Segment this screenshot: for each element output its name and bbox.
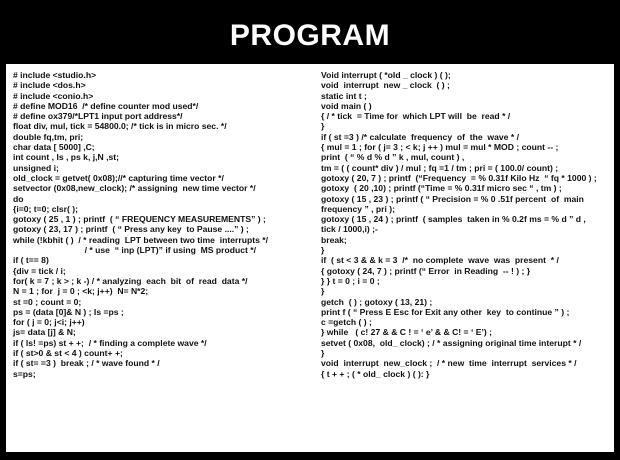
code-line: gotoxy ( 20 ,10) ; printf (“Time = % 0.31f micro sec “ , tm ) ; [321,183,562,194]
code-line: { mul = 1 ; for ( j= 3 ; < k; j ++ ) mul = mul * MOD ; count -- ; [321,142,559,153]
code-line: { gotoxy ( 24, 7 ) ; printf (“ Error in Reading -- ! ) ; } [321,265,531,276]
code-line: int count , Is , ps k, j,N ,st; [13,152,119,163]
code-line: {i=0; t=0; clsr( ); [13,203,78,214]
code-line: if ( st =3 ) /* calculate frequency of the wave * / [321,131,519,142]
slide-title: PROGRAM [229,19,391,52]
code-line: gotoxy ( 15 , 23 ) ; printf ( “ Precision = % 0 .51f percent of main [321,193,584,204]
code-line: } } t = 0 ; i = 0 ; [321,275,380,286]
code-line: for ( j = 0; j<i; j++) [13,317,85,328]
code-line: { t + + ; ( * old_ clock ) ( ): } [321,368,430,379]
code-line: s=ps; [13,368,36,379]
code-line: gotoxy ( 20, 7 ) ; printf (“Frequency = % 0.31f Kilo Hz “ fq * 1000 ) ; [321,172,597,183]
code-line: for( k = 7 ; k > ; k -) / * analyzing each bit of read data */ [13,275,248,286]
code-line: void interrupt new _ clock ( ) ; [321,80,450,91]
code-line: Void interrupt ( *old _ clock ) ( ); [321,70,451,80]
code-line: if ( ls! =ps) st + +; / * finding a complete wave */ [13,337,207,348]
code-line: / * use “ inp (LPT)” if using MS product */ [13,245,257,256]
code-line: gotoxy ( 15 , 24 ) ; printf ( samples taken in % 0.2f ms = % d ” d , [321,214,586,225]
code-line: do [13,193,24,204]
code-line: while (!kbhit ( ) / * reading LPT between two time interrupts */ [13,234,268,245]
code-line: gotoxy ( 25 , 1 ) ; printf ( “ FREQUENCY MEASUREMENTS” ) ; [13,214,266,225]
code-line: } [321,348,325,359]
code-line: float div, mul, tick = 54800.0; /* tick is in micro sec. */ [13,121,227,132]
code-line: unsigned i; [13,162,59,173]
code-panel [6,64,614,452]
code-line: # define ox379/*LPT1 input port address*/ [13,111,183,122]
code-line: # include <dos.h> [13,80,86,91]
code-line: print f ( “ Press E Esc for Exit any other key to continue ” ) ; [321,306,570,317]
code-line: } [321,286,325,297]
code-line: old_clock = getvet( 0x08);//* capturing time vector */ [13,172,224,183]
code-line: st =0 ; count = 0; [13,296,82,307]
code-line: # include <conio.h> [13,90,94,101]
code-line: ps = (data [0]& N ) ; Is =ps ; [13,306,124,317]
code-line: } [321,245,325,256]
code-line: char data [ 5000] ,C; [13,142,95,153]
code-line: # define MOD16 /* define counter mod used*/ [13,100,199,111]
code-line: c =getch ( ) ; [321,317,372,328]
code-line: { / * tick = Time for which LPT will be read * / [321,111,511,122]
code-column-left [13,70,309,379]
code-line: break; [321,234,347,245]
code-line: tick / 1000,i) ;- [321,224,378,235]
code-line: if ( t== 8) [13,255,49,266]
code-line: getch ( ) ; gotoxy ( 13, 21) ; [321,296,433,307]
code-line: double fq,tm, pri; [13,131,84,142]
code-line: gotoxy ( 23, 17 ) ; printf ( “ Press any key to Pause ....” ) ; [13,224,249,235]
code-line: setvector (0x08,new_clock); /* assigning new time vector */ [13,183,256,194]
code-line: js= data [j] & N; [13,327,76,338]
code-line: setvet ( 0x08, old_ clock) ; / * assigning original time interupt * / [321,337,582,348]
code-line: # include <studio.h> [13,70,97,80]
code-line: if ( st= =3 ) break ; / * wave found * / [13,358,160,369]
code-line: if ( st < 3 & & k = 3 /* no complete wave was present * / [321,255,559,266]
code-line: if ( st>0 & st < 4 ) count+ +; [13,348,123,359]
code-line: static int t ; [321,90,367,101]
code-line: void interrupt new_clock ; / * new time interrupt services * / [321,358,577,369]
code-line: } [321,121,325,132]
code-line: N = 1 ; for j = 0 ; <k; j++) N= N*2; [13,286,149,297]
code-line: tm = ( ( count* div ) / mul ; fq =1 / tm ; pri = ( 100.0/ count) ; [321,162,559,173]
code-line: } while ( c! 27 & & C ! = ‘ e’ & & C! = ‘ E’) ; [321,327,492,338]
code-line: print ( “ % d % d ” k , mul, count ) , [321,152,465,163]
code-line: void main ( ) [321,100,372,111]
code-column-right [321,70,611,379]
code-line: {div = tick / i; [13,265,66,276]
code-line: frequency ” , pri ); [321,203,396,214]
